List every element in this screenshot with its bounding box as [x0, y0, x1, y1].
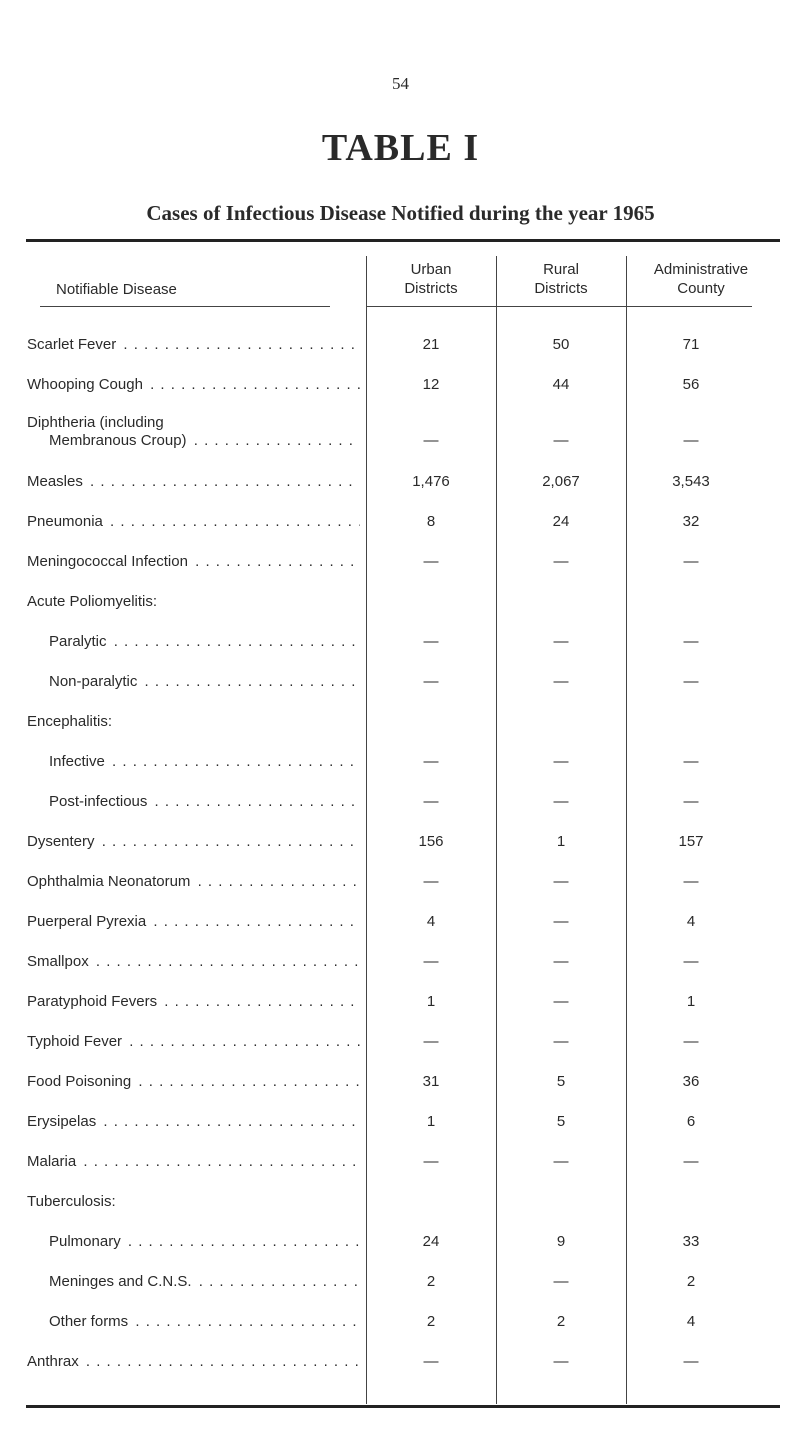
table-row-non-paralytic — [0, 672, 801, 696]
row-label: Other forms . . . — [49, 1312, 360, 1331]
rural-value: 5 — [556, 1073, 566, 1090]
row-label: Smallpox . . . — [27, 952, 360, 971]
rural-value: 1 — [556, 833, 566, 850]
urban-value: 4 — [426, 913, 436, 930]
rural-value: 24 — [552, 513, 570, 530]
county-value: — — [683, 1033, 699, 1050]
table-row-diphtheria-line-2 — [0, 431, 801, 455]
urban-value: 12 — [422, 376, 440, 393]
urban-value: 2 — [426, 1273, 436, 1290]
table-row-dysentery — [0, 832, 801, 856]
table-subtitle: Cases of Infectious Disease Notified during the year 1965 — [146, 201, 655, 225]
county-value: — — [683, 793, 699, 810]
urban-value: — — [423, 1033, 439, 1050]
county-value: — — [683, 553, 699, 570]
urban-value: — — [423, 1353, 439, 1370]
county-value: — — [683, 432, 699, 449]
header-urban-line-2: Districts — [404, 280, 458, 297]
row-label: Paralytic . . . — [49, 632, 360, 651]
header-county-line-2: County — [677, 280, 725, 297]
row-label: Meninges and C.N.S. . . . — [49, 1272, 360, 1291]
rural-value: — — [553, 1033, 569, 1050]
county-value: — — [683, 1353, 699, 1370]
urban-value: 24 — [422, 1233, 440, 1250]
table-row-tuberculosis — [0, 1192, 801, 1216]
county-value: — — [683, 633, 699, 650]
row-label: Diphtheria (including — [27, 414, 164, 431]
urban-value: — — [423, 873, 439, 890]
urban-value: 31 — [422, 1073, 440, 1090]
row-label: Whooping Cough . . . — [27, 375, 360, 394]
header-rural-line-2: Districts — [534, 280, 588, 297]
rural-value: — — [553, 913, 569, 930]
rural-value: 5 — [556, 1113, 566, 1130]
rural-value: 44 — [552, 376, 570, 393]
row-label: Ophthalmia Neonatorum . . . — [27, 872, 360, 891]
rural-value: — — [553, 993, 569, 1010]
table-row-food-poisoning — [0, 1072, 801, 1096]
county-value: — — [683, 1153, 699, 1170]
rural-value: 9 — [556, 1233, 566, 1250]
table-title: TABLE I — [321, 127, 480, 169]
rural-value: — — [553, 633, 569, 650]
header-notifiable-disease — [56, 280, 356, 299]
table-row-paralytic — [0, 632, 801, 656]
county-value: 4 — [686, 1313, 696, 1330]
table-row-post-infectious — [0, 792, 801, 816]
table-row-puerperal-pyrexia — [0, 912, 801, 936]
table-row-paratyphoid-fevers — [0, 992, 801, 1016]
rural-value: — — [553, 673, 569, 690]
urban-value: 1,476 — [412, 473, 450, 490]
table-row-other-forms — [0, 1312, 801, 1336]
header-rural-line-1: Rural — [543, 261, 579, 278]
urban-value: 2 — [426, 1313, 436, 1330]
county-value: 157 — [678, 833, 704, 850]
row-label: Meningococcal Infection . . . — [27, 552, 360, 571]
row-label: Post-infectious . . . — [49, 792, 360, 811]
row-label: Acute Poliomyelitis: — [27, 593, 158, 610]
county-value: 32 — [682, 513, 700, 530]
table-row-anthrax — [0, 1352, 801, 1376]
county-value: — — [683, 753, 699, 770]
urban-value: — — [423, 1153, 439, 1170]
table-row-infective — [0, 752, 801, 776]
rural-value: — — [553, 753, 569, 770]
table-row-typhoid-fever — [0, 1032, 801, 1056]
header-rule-values — [366, 306, 752, 307]
row-label: Malaria . . . — [27, 1152, 360, 1171]
row-label: Measles . . . — [27, 472, 360, 491]
row-label: Non-paralytic . . . — [49, 672, 360, 691]
rural-value: — — [553, 553, 569, 570]
table-row-encephalitis — [0, 712, 801, 736]
county-value: 6 — [686, 1113, 696, 1130]
table-row-smallpox — [0, 952, 801, 976]
header-rural-districts — [496, 260, 626, 298]
row-label: Scarlet Fever . . . — [27, 335, 360, 354]
rural-value: — — [553, 1153, 569, 1170]
county-value: 4 — [686, 913, 696, 930]
row-label: Dysentery . . . — [27, 832, 360, 851]
rural-value: 50 — [552, 336, 570, 353]
row-label: Erysipelas . . . — [27, 1112, 360, 1131]
row-label: Pneumonia . . . — [27, 512, 360, 531]
rural-value: 2,067 — [542, 473, 580, 490]
urban-value: 21 — [422, 336, 440, 353]
urban-value: 8 — [426, 513, 436, 530]
table-row-pneumonia — [0, 512, 801, 536]
table-row-acute-poliomyelitis — [0, 592, 801, 616]
table-row-whooping-cough — [0, 375, 801, 399]
urban-value: 1 — [426, 1113, 436, 1130]
row-label: Pulmonary . . . — [49, 1232, 360, 1251]
header-urban-districts — [366, 260, 496, 298]
table-row-ophthalmia-neonatorum — [0, 872, 801, 896]
county-value: 36 — [682, 1073, 700, 1090]
rural-value: — — [553, 793, 569, 810]
county-value: — — [683, 673, 699, 690]
rural-value: — — [553, 1353, 569, 1370]
county-value: 2 — [686, 1273, 696, 1290]
county-value: 71 — [682, 336, 700, 353]
table-top-rule — [26, 239, 780, 242]
row-label: Typhoid Fever . . . — [27, 1032, 360, 1051]
urban-value: — — [423, 753, 439, 770]
urban-value: 1 — [426, 993, 436, 1010]
table-row-meningococcal-infection — [0, 552, 801, 576]
header-administrative-county — [626, 260, 776, 298]
page-number: 54 — [392, 74, 409, 93]
county-value: — — [683, 953, 699, 970]
row-label: Encephalitis: — [27, 713, 113, 730]
county-value: 33 — [682, 1233, 700, 1250]
rural-value: — — [553, 953, 569, 970]
urban-value: — — [423, 953, 439, 970]
rural-value: — — [553, 432, 569, 449]
header-urban-line-1: Urban — [410, 261, 452, 278]
county-value: — — [683, 873, 699, 890]
header-county-line-1: Administrative — [653, 261, 749, 278]
table-row-scarlet-fever — [0, 335, 801, 359]
county-value: 1 — [686, 993, 696, 1010]
row-label: Food Poisoning . . . — [27, 1072, 360, 1091]
header-notifiable-disease-label: Notifiable Disease — [56, 281, 177, 298]
county-value: 56 — [682, 376, 700, 393]
row-label: Membranous Croup) . . . — [49, 431, 360, 450]
urban-value: — — [423, 553, 439, 570]
urban-value: — — [423, 793, 439, 810]
rural-value: — — [553, 1273, 569, 1290]
row-label: Paratyphoid Fevers . . . — [27, 992, 360, 1011]
header-rule-disease — [40, 306, 330, 307]
table-row-measles — [0, 472, 801, 496]
rural-value: — — [553, 873, 569, 890]
table-row-meninges-cns — [0, 1272, 801, 1296]
urban-value: 156 — [418, 833, 444, 850]
row-label: Tuberculosis: — [27, 1193, 116, 1210]
row-label: Puerperal Pyrexia . . . — [27, 912, 360, 931]
rural-value: 2 — [556, 1313, 566, 1330]
table-row-erysipelas — [0, 1112, 801, 1136]
table-row-malaria — [0, 1152, 801, 1176]
county-value: 3,543 — [672, 473, 710, 490]
urban-value: — — [423, 673, 439, 690]
urban-value: — — [423, 432, 439, 449]
row-label: Infective . . . — [49, 752, 360, 771]
urban-value: — — [423, 633, 439, 650]
row-label: Anthrax . . . — [27, 1352, 360, 1371]
table-bottom-rule — [26, 1405, 780, 1408]
table-row-pulmonary — [0, 1232, 801, 1256]
